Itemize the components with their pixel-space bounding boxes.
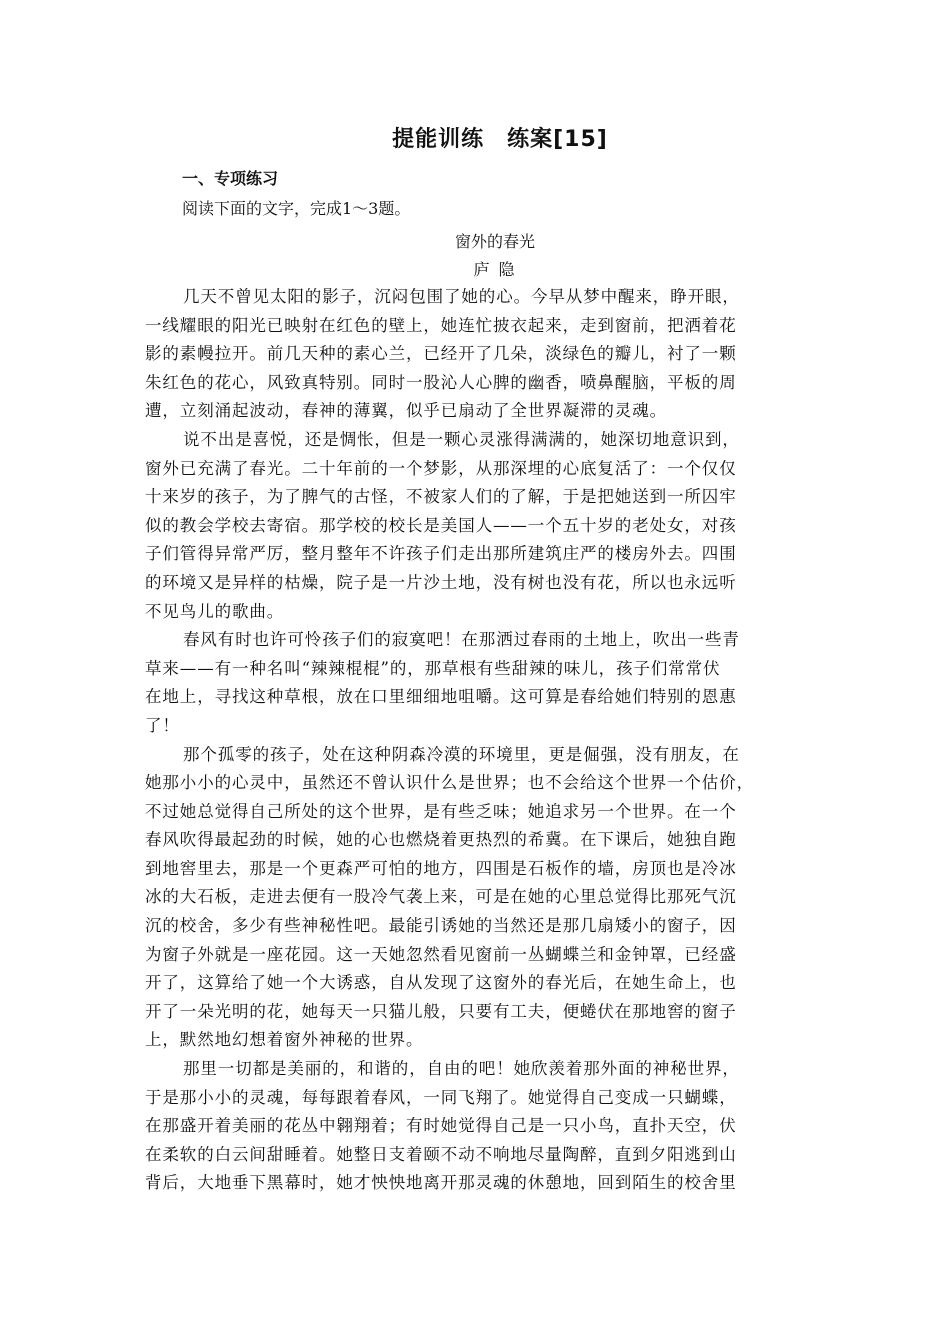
text-line: 朱红色的花心，风致真特别。同时一股沁人心脾的幽香，喷鼻醒脑，平板的周 — [145, 372, 737, 392]
text-line: 沉的校舍，多少有些神秘性吧。最能引诱她的当然还是那几扇矮小的窗子，因 — [145, 916, 737, 936]
text-line: 那里一切都是美丽的，和谐的，自由的吧！她欣羡着那外面的神秘世界， — [183, 1059, 740, 1079]
text-line: 影的素幔拉开。前几天种的素心兰，已经开了几朵，淡绿色的瓣儿，衬了一颗 — [145, 344, 737, 364]
text-line: 不过她总觉得自己所处的这个世界，是有些乏味；她追求另一个世界。在一个 — [145, 801, 737, 821]
text-line: 了！ — [145, 715, 180, 735]
text-line: 在地上，寻找这种草根，放在口里细细地咀嚼。这可算是春给她们特别的恩惠 — [145, 687, 737, 707]
page-title: 提能训练 练案[15] — [392, 127, 608, 152]
text-line: 为窗子外就是一座花园。这一天她忽然看见窗前一丛蝴蝶兰和金钟罩，已经盛 — [145, 944, 737, 964]
text-line: 一线耀眼的阳光已映射在红色的壁上，她连忙披衣起来，走到窗前，把洒着花 — [145, 315, 737, 335]
text-line: 春风有时也许可怜孩子们的寂寞吧！在那洒过春雨的土地上，吹出一些青 — [183, 630, 740, 650]
text-line: 于是那小小的灵魂，每每跟着春风，一同飞翔了。她觉得自己变成一只蝴蝶， — [145, 1087, 737, 1107]
text-line: 她那小小的心灵中，虽然还不曾认识什么是世界；也不会给这个世界一个估价， — [145, 773, 754, 793]
text-line: 子们管得异常严厉，整月整年不许孩子们走出那所建筑庄严的楼房外去。四围 — [145, 544, 737, 564]
text-line: 不见鸟儿的歌曲。 — [145, 601, 285, 621]
text-line: 春风吹得最起劲的时候，她的心也燃烧着更热烈的希冀。在下课后，她独自跑 — [145, 830, 737, 850]
text-line: 十来岁的孩子，为了脾气的古怪，不被家人们的了解，于是把她送到一所囚牢 — [145, 487, 737, 507]
text-line: 草来——有一种名叫“辣辣棍棍”的，那草根有些甜辣的味儿，孩子们常常伏 — [145, 658, 721, 678]
text-line: 的环境又是异样的枯燥，院子是一片沙土地，没有树也没有花，所以也永远听 — [145, 572, 737, 592]
section-heading: 一、专项练习 — [182, 169, 279, 188]
text-line: 在那盛开着美丽的花丛中翱翔着；有时她觉得自己是一只小鸟，直扑天空，伏 — [145, 1116, 737, 1136]
text-line: 窗外已充满了春光。二十年前的一个梦影，从那深埋的心底复活了：一个仅仅 — [145, 458, 737, 478]
text-line: 背后，大地垂下黑幕时，她才怏怏地离开那灵魂的休憩地，回到陌生的校舍里 — [145, 1173, 737, 1193]
text-line: 遭，立刻涌起波动，春神的薄翼，似乎已扇动了全世界凝滞的灵魂。 — [145, 401, 667, 421]
reading-instruction: 阅读下面的文字，完成1～3题。 — [182, 199, 411, 218]
text-line: 说不出是喜悦，还是惆怅，但是一颗心灵涨得满满的，她深切地意识到， — [183, 429, 740, 449]
article-author: 庐 隐 — [473, 260, 517, 279]
text-line: 上，默然地幻想着窗外神秘的世界。 — [145, 1030, 424, 1050]
text-line: 似的教会学校去寄宿。那学校的校长是美国人——一个五十岁的老处女，对孩 — [145, 515, 737, 535]
text-line: 那个孤零的孩子，处在这种阴森冷漠的环境里，更是倔强，没有朋友，在 — [183, 744, 740, 764]
text-line: 开了，这算给了她一个大诱惑，自从发现了这窗外的春光后，在她生命上，也 — [145, 973, 737, 993]
text-line: 到地窖里去，那是一个更森严可怕的地方，四围是石板作的墙，房顶也是冷冰 — [145, 858, 737, 878]
article-title: 窗外的春光 — [454, 232, 535, 251]
text-line: 冰的大石板，走进去便有一股冷气袭上来，可是在她的心里总觉得比那死气沉 — [145, 887, 737, 907]
article-body — [145, 283, 825, 1198]
text-line: 在柔软的白云间甜睡着。她整日支着颐不动不响地尽量陶醉，直到夕阳逃到山 — [145, 1144, 737, 1164]
text-line: 开了一朵光明的花，她每天一只猫儿般，只要有工夫，便蜷伏在那地窖的窗子 — [145, 1001, 737, 1021]
text-line: 几天不曾见太阳的影子，沉闷包围了她的心。今早从梦中醒来，睁开眼， — [183, 287, 740, 306]
